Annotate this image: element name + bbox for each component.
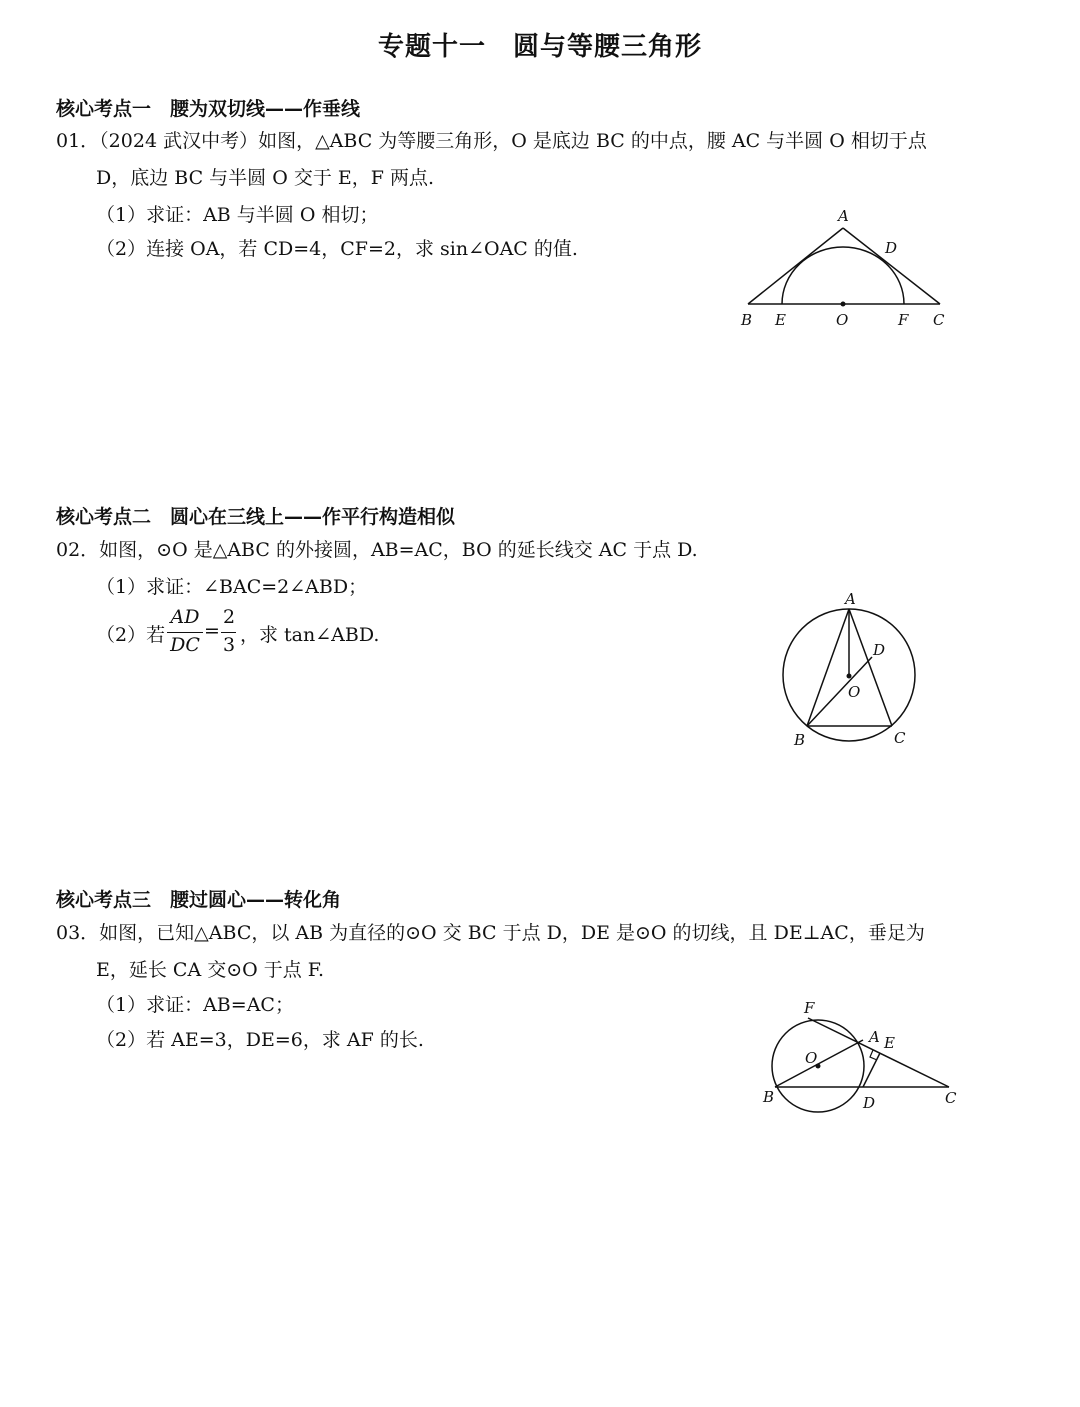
label-b: B [763, 1088, 775, 1106]
fraction-dc-denominator: DC [170, 634, 200, 656]
label-b: B [741, 311, 753, 329]
line-bd [807, 657, 872, 726]
line-ab [775, 1040, 863, 1087]
q1-part-1: （1）求证：AB 与半圆 O 相切； [96, 204, 379, 226]
q1-part-2: （2）连接 OA，若 CD=4，CF=2，求 sin∠OAC 的值. [96, 238, 578, 260]
label-d: D [863, 1094, 876, 1112]
label-c: C [894, 729, 906, 747]
label-o: O [836, 311, 849, 329]
fraction-2-3-bar [221, 632, 236, 633]
figure-2 [770, 585, 930, 755]
fraction-3-denominator: 3 [222, 634, 236, 656]
fraction-2-numerator: 2 [222, 606, 236, 628]
q2-part-2-suffix: ，求 tan∠ABD. [240, 624, 380, 646]
label-c: C [945, 1089, 957, 1107]
label-f: F [898, 311, 909, 329]
fraction-ad-numerator: AD [170, 606, 200, 628]
fraction-ad-dc-bar [167, 632, 203, 633]
q3-line-2: E，延长 CA 交⊙O 于点 F. [96, 959, 325, 981]
q2-part-2-prefix: （2）若 [96, 624, 166, 646]
section-3-heading: 核心考点三 腰过圆心——转化角 [56, 889, 342, 911]
label-a: A [838, 207, 849, 225]
fraction-equals: = [204, 620, 220, 642]
label-b: B [794, 731, 806, 749]
q3-line-1: 03．如图，已知△ABC，以 AB 为直径的⊙O 交 BC 于点 D，DE 是⊙O 的切线，且 DE⊥AC，垂足为 [56, 922, 925, 944]
line-ac [849, 609, 892, 726]
point-o [847, 674, 852, 679]
point-o [841, 302, 846, 307]
label-d: D [885, 239, 898, 257]
line-ab [748, 228, 843, 304]
label-e: E [884, 1034, 895, 1052]
section-2-heading: 核心考点二 圆心在三线上——作平行构造相似 [56, 506, 456, 528]
section-1-heading: 核心考点一 腰为双切线——作垂线 [56, 98, 361, 120]
figure-3 [755, 995, 975, 1125]
q3-part-1: （1）求证：AB=AC； [96, 994, 294, 1016]
q2-line-1: 02．如图，⊙O 是△ABC 的外接圆，AB=AC，BO 的延长线交 AC 于点 D. [56, 539, 698, 561]
label-f: F [804, 999, 815, 1017]
label-o: O [805, 1049, 818, 1067]
figure-1 [730, 200, 960, 335]
q3-part-2: （2）若 AE=3，DE=6，求 AF 的长. [96, 1029, 424, 1051]
line-ab [807, 609, 849, 726]
q1-line-1: 01．（2024 武汉中考）如图，△ABC 为等腰三角形，O 是底边 BC 的中点，腰 AC 与半圆 O 相切于点 [56, 130, 927, 152]
label-e: E [775, 311, 786, 329]
page-title: 专题十一 圆与等腰三角形 [377, 32, 702, 62]
q1-line-2: D，底边 BC 与半圆 O 交于 E，F 两点. [96, 167, 434, 189]
label-o: O [848, 683, 861, 701]
label-a: A [869, 1028, 880, 1046]
label-c: C [933, 311, 945, 329]
label-d: D [873, 641, 886, 659]
q2-part-1: （1）求证：∠BAC=2∠ABD； [96, 576, 368, 598]
label-a: A [845, 590, 856, 608]
